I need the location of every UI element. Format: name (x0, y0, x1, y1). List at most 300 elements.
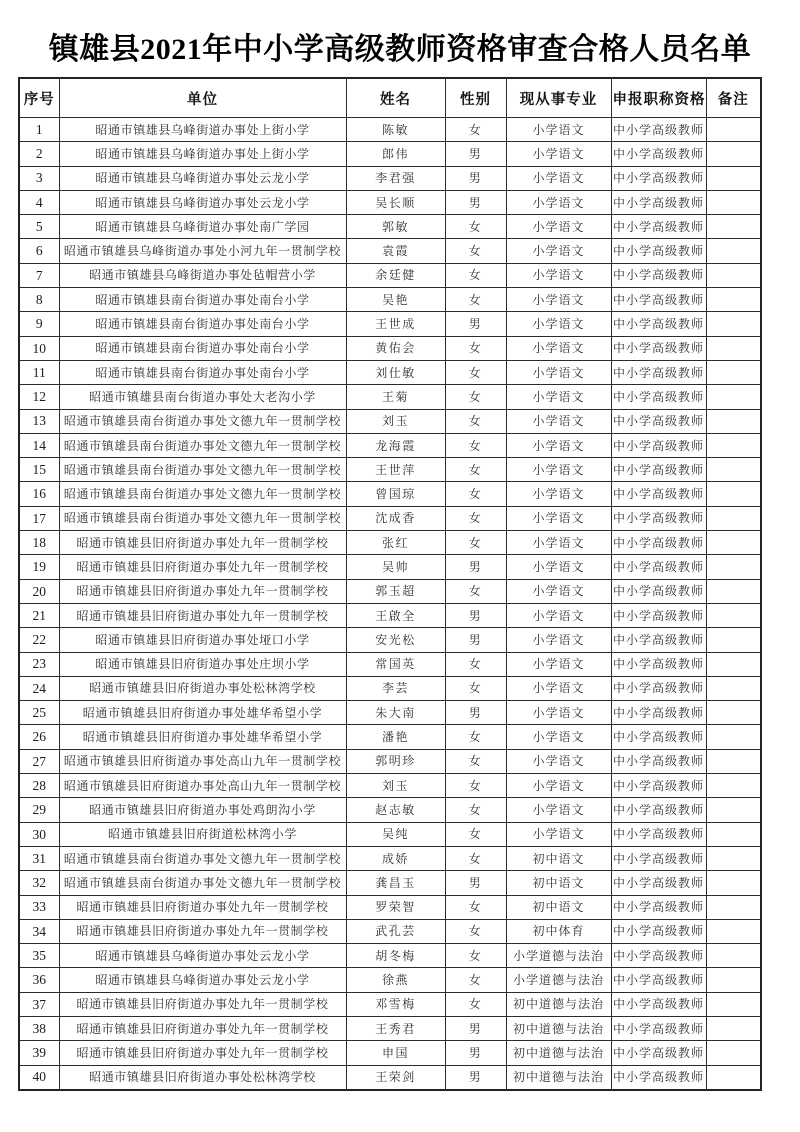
cell-major: 小学语文 (506, 190, 611, 214)
cell-no: 27 (19, 749, 59, 773)
cell-major: 小学语文 (506, 409, 611, 433)
page-title: 镇雄县2021年中小学高级教师资格审查合格人员名单 (48, 33, 752, 66)
cell-gender: 女 (445, 215, 506, 239)
cell-remark (706, 190, 761, 214)
table-row (19, 215, 761, 239)
cell-no: 24 (19, 676, 59, 700)
cell-major: 小学语文 (506, 774, 611, 798)
cell-title: 中小学高级教师 (611, 263, 706, 287)
table-row (19, 944, 761, 968)
cell-no: 5 (19, 215, 59, 239)
table-row (19, 360, 761, 384)
header-remark: 备注 (706, 78, 761, 118)
table-row (19, 652, 761, 676)
cell-remark (706, 506, 761, 530)
cell-remark (706, 992, 761, 1016)
cell-major: 小学语文 (506, 385, 611, 409)
cell-no: 39 (19, 1041, 59, 1065)
cell-gender: 男 (445, 555, 506, 579)
cell-no: 25 (19, 701, 59, 725)
cell-remark (706, 531, 761, 555)
table-row (19, 1041, 761, 1065)
cell-name: 王世成 (346, 312, 445, 336)
cell-major: 小学道德与法治 (506, 968, 611, 992)
cell-title: 中小学高级教师 (611, 215, 706, 239)
cell-remark (706, 603, 761, 627)
cell-gender: 男 (445, 603, 506, 627)
cell-gender: 女 (445, 506, 506, 530)
cell-no: 40 (19, 1065, 59, 1090)
cell-gender: 男 (445, 1016, 506, 1040)
cell-no: 37 (19, 992, 59, 1016)
cell-title: 中小学高级教师 (611, 774, 706, 798)
cell-no: 23 (19, 652, 59, 676)
cell-remark (706, 385, 761, 409)
cell-gender: 女 (445, 263, 506, 287)
cell-major: 小学语文 (506, 336, 611, 360)
cell-gender: 女 (445, 336, 506, 360)
cell-major: 小学语文 (506, 603, 611, 627)
cell-name: 武孔芸 (346, 919, 445, 943)
cell-gender: 女 (445, 774, 506, 798)
cell-name: 张红 (346, 531, 445, 555)
cell-unit: 昭通市镇雄县乌峰街道办事处上街小学 (59, 118, 346, 142)
cell-title: 中小学高级教师 (611, 312, 706, 336)
cell-major: 小学语文 (506, 676, 611, 700)
cell-remark (706, 239, 761, 263)
cell-gender: 女 (445, 725, 506, 749)
cell-major: 初中道德与法治 (506, 1065, 611, 1090)
cell-title: 中小学高级教师 (611, 458, 706, 482)
cell-gender: 女 (445, 433, 506, 457)
cell-remark (706, 676, 761, 700)
cell-name: 徐燕 (346, 968, 445, 992)
cell-no: 10 (19, 336, 59, 360)
cell-name: 刘仕敏 (346, 360, 445, 384)
cell-gender: 女 (445, 118, 506, 142)
header-gender: 性别 (445, 78, 506, 118)
cell-title: 中小学高级教师 (611, 506, 706, 530)
cell-title: 中小学高级教师 (611, 676, 706, 700)
table-row (19, 1065, 761, 1090)
cell-no: 22 (19, 628, 59, 652)
cell-remark (706, 749, 761, 773)
cell-gender: 女 (445, 239, 506, 263)
cell-no: 35 (19, 944, 59, 968)
cell-unit: 昭通市镇雄县旧府街道办事处高山九年一贯制学校 (59, 749, 346, 773)
cell-gender: 女 (445, 385, 506, 409)
cell-unit: 昭通市镇雄县旧府街道办事处九年一贯制学校 (59, 1016, 346, 1040)
cell-major: 小学语文 (506, 506, 611, 530)
cell-no: 34 (19, 919, 59, 943)
cell-gender: 女 (445, 968, 506, 992)
cell-major: 小学道德与法治 (506, 944, 611, 968)
cell-gender: 男 (445, 312, 506, 336)
cell-name: 李芸 (346, 676, 445, 700)
cell-unit: 昭通市镇雄县南台街道办事处南台小学 (59, 312, 346, 336)
cell-remark (706, 166, 761, 190)
cell-title: 中小学高级教师 (611, 555, 706, 579)
cell-no: 36 (19, 968, 59, 992)
cell-unit: 昭通市镇雄县旧府街道办事处高山九年一贯制学校 (59, 774, 346, 798)
cell-unit: 昭通市镇雄县旧府街道松林湾小学 (59, 822, 346, 846)
cell-remark (706, 482, 761, 506)
cell-remark (706, 944, 761, 968)
cell-name: 沈成香 (346, 506, 445, 530)
roster-table (18, 77, 762, 1091)
cell-no: 7 (19, 263, 59, 287)
cell-major: 小学语文 (506, 822, 611, 846)
table-row (19, 190, 761, 214)
cell-major: 小学语文 (506, 312, 611, 336)
cell-remark (706, 1016, 761, 1040)
cell-name: 吴帅 (346, 555, 445, 579)
cell-no: 33 (19, 895, 59, 919)
cell-unit: 昭通市镇雄县旧府街道办事处九年一贯制学校 (59, 579, 346, 603)
cell-no: 4 (19, 190, 59, 214)
cell-title: 中小学高级教师 (611, 968, 706, 992)
cell-name: 罗荣智 (346, 895, 445, 919)
cell-unit: 昭通市镇雄县旧府街道办事处九年一贯制学校 (59, 919, 346, 943)
cell-unit: 昭通市镇雄县南台街道办事处南台小学 (59, 336, 346, 360)
cell-major: 小学语文 (506, 166, 611, 190)
cell-title: 中小学高级教师 (611, 190, 706, 214)
cell-major: 小学语文 (506, 701, 611, 725)
cell-major: 小学语文 (506, 142, 611, 166)
table-row (19, 239, 761, 263)
cell-title: 中小学高级教师 (611, 118, 706, 142)
cell-name: 陈敏 (346, 118, 445, 142)
cell-title: 中小学高级教师 (611, 701, 706, 725)
cell-remark (706, 312, 761, 336)
table-row (19, 118, 761, 142)
cell-unit: 昭通市镇雄县南台街道办事处文德九年一贯制学校 (59, 846, 346, 870)
cell-gender: 女 (445, 458, 506, 482)
cell-gender: 女 (445, 822, 506, 846)
table-row (19, 409, 761, 433)
cell-unit: 昭通市镇雄县南台街道办事处文德九年一贯制学校 (59, 433, 346, 457)
cell-title: 中小学高级教师 (611, 239, 706, 263)
cell-name: 吴长顺 (346, 190, 445, 214)
cell-major: 小学语文 (506, 263, 611, 287)
cell-remark (706, 822, 761, 846)
cell-remark (706, 555, 761, 579)
cell-name: 朱大南 (346, 701, 445, 725)
cell-no: 15 (19, 458, 59, 482)
table-row (19, 676, 761, 700)
cell-name: 邓雪梅 (346, 992, 445, 1016)
cell-name: 龚昌玉 (346, 871, 445, 895)
cell-unit: 昭通市镇雄县乌峰街道办事处云龙小学 (59, 166, 346, 190)
cell-gender: 女 (445, 846, 506, 870)
cell-title: 中小学高级教师 (611, 992, 706, 1016)
cell-name: 吴纯 (346, 822, 445, 846)
cell-major: 小学语文 (506, 215, 611, 239)
cell-major: 初中道德与法治 (506, 1041, 611, 1065)
cell-major: 小学语文 (506, 118, 611, 142)
table-row (19, 312, 761, 336)
cell-gender: 男 (445, 1065, 506, 1090)
cell-no: 16 (19, 482, 59, 506)
table-row (19, 603, 761, 627)
table-row (19, 992, 761, 1016)
cell-major: 初中语文 (506, 846, 611, 870)
cell-remark (706, 142, 761, 166)
cell-name: 王荣剑 (346, 1065, 445, 1090)
cell-unit: 昭通市镇雄县旧府街道办事处垭口小学 (59, 628, 346, 652)
cell-title: 中小学高级教师 (611, 846, 706, 870)
cell-name: 王秀君 (346, 1016, 445, 1040)
cell-gender: 男 (445, 1041, 506, 1065)
cell-remark (706, 579, 761, 603)
table-row (19, 288, 761, 312)
cell-title: 中小学高级教师 (611, 652, 706, 676)
cell-remark (706, 360, 761, 384)
cell-unit: 昭通市镇雄县乌峰街道办事处云龙小学 (59, 968, 346, 992)
cell-gender: 女 (445, 482, 506, 506)
cell-gender: 男 (445, 166, 506, 190)
cell-unit: 昭通市镇雄县旧府街道办事处雄华希望小学 (59, 725, 346, 749)
cell-title: 中小学高级教师 (611, 603, 706, 627)
cell-major: 初中语文 (506, 871, 611, 895)
cell-title: 中小学高级教师 (611, 919, 706, 943)
cell-gender: 男 (445, 701, 506, 725)
cell-unit: 昭通市镇雄县南台街道办事处文德九年一贯制学校 (59, 458, 346, 482)
table-row (19, 895, 761, 919)
cell-unit: 昭通市镇雄县旧府街道办事处松林湾学校 (59, 1065, 346, 1090)
cell-title: 中小学高级教师 (611, 482, 706, 506)
cell-no: 8 (19, 288, 59, 312)
cell-no: 21 (19, 603, 59, 627)
cell-title: 中小学高级教师 (611, 142, 706, 166)
cell-unit: 昭通市镇雄县旧府街道办事处松林湾学校 (59, 676, 346, 700)
cell-title: 中小学高级教师 (611, 531, 706, 555)
cell-unit: 昭通市镇雄县南台街道办事处文德九年一贯制学校 (59, 482, 346, 506)
cell-gender: 女 (445, 676, 506, 700)
cell-no: 12 (19, 385, 59, 409)
cell-unit: 昭通市镇雄县旧府街道办事处九年一贯制学校 (59, 895, 346, 919)
table-row (19, 336, 761, 360)
cell-no: 17 (19, 506, 59, 530)
cell-unit: 昭通市镇雄县旧府街道办事处九年一贯制学校 (59, 992, 346, 1016)
cell-title: 中小学高级教师 (611, 166, 706, 190)
cell-no: 26 (19, 725, 59, 749)
cell-gender: 女 (445, 895, 506, 919)
cell-unit: 昭通市镇雄县南台街道办事处文德九年一贯制学校 (59, 506, 346, 530)
cell-title: 中小学高级教师 (611, 1041, 706, 1065)
cell-name: 胡冬梅 (346, 944, 445, 968)
cell-unit: 昭通市镇雄县旧府街道办事处鸡朗沟小学 (59, 798, 346, 822)
cell-no: 2 (19, 142, 59, 166)
cell-gender: 女 (445, 409, 506, 433)
table-row (19, 628, 761, 652)
cell-name: 刘玉 (346, 774, 445, 798)
cell-name: 郎伟 (346, 142, 445, 166)
cell-major: 初中道德与法治 (506, 1016, 611, 1040)
cell-name: 刘玉 (346, 409, 445, 433)
cell-no: 38 (19, 1016, 59, 1040)
cell-unit: 昭通市镇雄县旧府街道办事处九年一贯制学校 (59, 555, 346, 579)
cell-remark (706, 798, 761, 822)
cell-unit: 昭通市镇雄县旧府街道办事处九年一贯制学校 (59, 1041, 346, 1065)
cell-gender: 女 (445, 919, 506, 943)
cell-gender: 女 (445, 360, 506, 384)
cell-major: 小学语文 (506, 725, 611, 749)
cell-gender: 女 (445, 579, 506, 603)
cell-remark (706, 628, 761, 652)
cell-name: 潘艳 (346, 725, 445, 749)
cell-remark (706, 409, 761, 433)
cell-unit: 昭通市镇雄县旧府街道办事处九年一贯制学校 (59, 603, 346, 627)
cell-no: 20 (19, 579, 59, 603)
cell-gender: 男 (445, 628, 506, 652)
header-name: 姓名 (346, 78, 445, 118)
cell-name: 郭玉超 (346, 579, 445, 603)
table-row (19, 555, 761, 579)
cell-major: 小学语文 (506, 482, 611, 506)
cell-remark (706, 895, 761, 919)
cell-no: 28 (19, 774, 59, 798)
cell-name: 袁霞 (346, 239, 445, 263)
cell-remark (706, 458, 761, 482)
cell-major: 小学语文 (506, 749, 611, 773)
cell-title: 中小学高级教师 (611, 798, 706, 822)
table-row (19, 822, 761, 846)
table-row (19, 531, 761, 555)
table-body (19, 118, 761, 1090)
table-row (19, 579, 761, 603)
cell-gender: 女 (445, 798, 506, 822)
cell-unit: 昭通市镇雄县乌峰街道办事处云龙小学 (59, 944, 346, 968)
cell-remark (706, 118, 761, 142)
table-row (19, 749, 761, 773)
cell-name: 安光松 (346, 628, 445, 652)
cell-title: 中小学高级教师 (611, 871, 706, 895)
table-row (19, 433, 761, 457)
cell-no: 13 (19, 409, 59, 433)
cell-no: 19 (19, 555, 59, 579)
cell-name: 王世萍 (346, 458, 445, 482)
cell-remark (706, 215, 761, 239)
table-row (19, 774, 761, 798)
table-row (19, 871, 761, 895)
cell-remark (706, 701, 761, 725)
cell-unit: 昭通市镇雄县旧府街道办事处雄华希望小学 (59, 701, 346, 725)
cell-unit: 昭通市镇雄县南台街道办事处文德九年一贯制学校 (59, 409, 346, 433)
cell-title: 中小学高级教师 (611, 725, 706, 749)
cell-title: 中小学高级教师 (611, 944, 706, 968)
cell-major: 小学语文 (506, 458, 611, 482)
table-row (19, 725, 761, 749)
table-row (19, 263, 761, 287)
cell-remark (706, 846, 761, 870)
cell-title: 中小学高级教师 (611, 360, 706, 384)
cell-remark (706, 968, 761, 992)
cell-title: 中小学高级教师 (611, 433, 706, 457)
cell-remark (706, 919, 761, 943)
cell-gender: 女 (445, 944, 506, 968)
cell-title: 中小学高级教师 (611, 579, 706, 603)
cell-name: 郭明珍 (346, 749, 445, 773)
table-row (19, 142, 761, 166)
cell-remark (706, 774, 761, 798)
cell-no: 11 (19, 360, 59, 384)
cell-major: 小学语文 (506, 652, 611, 676)
cell-remark (706, 1041, 761, 1065)
table-row (19, 1016, 761, 1040)
table-row (19, 506, 761, 530)
cell-unit: 昭通市镇雄县南台街道办事处南台小学 (59, 288, 346, 312)
cell-name: 吴艳 (346, 288, 445, 312)
cell-no: 32 (19, 871, 59, 895)
cell-no: 29 (19, 798, 59, 822)
cell-name: 龙海霞 (346, 433, 445, 457)
cell-title: 中小学高级教师 (611, 409, 706, 433)
cell-name: 黄佑会 (346, 336, 445, 360)
table-row (19, 385, 761, 409)
cell-remark (706, 433, 761, 457)
cell-major: 初中语文 (506, 895, 611, 919)
cell-major: 小学语文 (506, 239, 611, 263)
cell-name: 王啟全 (346, 603, 445, 627)
cell-title: 中小学高级教师 (611, 895, 706, 919)
cell-major: 小学语文 (506, 579, 611, 603)
cell-gender: 女 (445, 652, 506, 676)
cell-unit: 昭通市镇雄县南台街道办事处大老沟小学 (59, 385, 346, 409)
cell-major: 小学语文 (506, 360, 611, 384)
cell-gender: 男 (445, 142, 506, 166)
cell-no: 1 (19, 118, 59, 142)
cell-no: 18 (19, 531, 59, 555)
table-row (19, 458, 761, 482)
cell-major: 小学语文 (506, 798, 611, 822)
cell-major: 小学语文 (506, 555, 611, 579)
cell-name: 王菊 (346, 385, 445, 409)
cell-unit: 昭通市镇雄县旧府街道办事处九年一贯制学校 (59, 531, 346, 555)
cell-gender: 女 (445, 749, 506, 773)
cell-remark (706, 263, 761, 287)
cell-gender: 女 (445, 531, 506, 555)
cell-name: 曾国琼 (346, 482, 445, 506)
cell-remark (706, 1065, 761, 1090)
cell-unit: 昭通市镇雄县南台街道办事处南台小学 (59, 360, 346, 384)
cell-name: 赵志敏 (346, 798, 445, 822)
cell-major: 小学语文 (506, 628, 611, 652)
cell-major: 小学语文 (506, 433, 611, 457)
cell-gender: 女 (445, 288, 506, 312)
cell-title: 中小学高级教师 (611, 385, 706, 409)
cell-remark (706, 652, 761, 676)
table-row (19, 919, 761, 943)
cell-unit: 昭通市镇雄县乌峰街道办事处毡帽营小学 (59, 263, 346, 287)
table-row (19, 968, 761, 992)
cell-unit: 昭通市镇雄县乌峰街道办事处上街小学 (59, 142, 346, 166)
cell-name: 郭敏 (346, 215, 445, 239)
cell-no: 14 (19, 433, 59, 457)
cell-name: 常国英 (346, 652, 445, 676)
table-row (19, 701, 761, 725)
table-row (19, 798, 761, 822)
cell-no: 6 (19, 239, 59, 263)
cell-unit: 昭通市镇雄县乌峰街道办事处云龙小学 (59, 190, 346, 214)
table-row (19, 846, 761, 870)
header-major: 现从事专业 (506, 78, 611, 118)
table-header (19, 78, 761, 118)
cell-no: 31 (19, 846, 59, 870)
cell-gender: 男 (445, 190, 506, 214)
cell-title: 中小学高级教师 (611, 628, 706, 652)
cell-gender: 男 (445, 871, 506, 895)
